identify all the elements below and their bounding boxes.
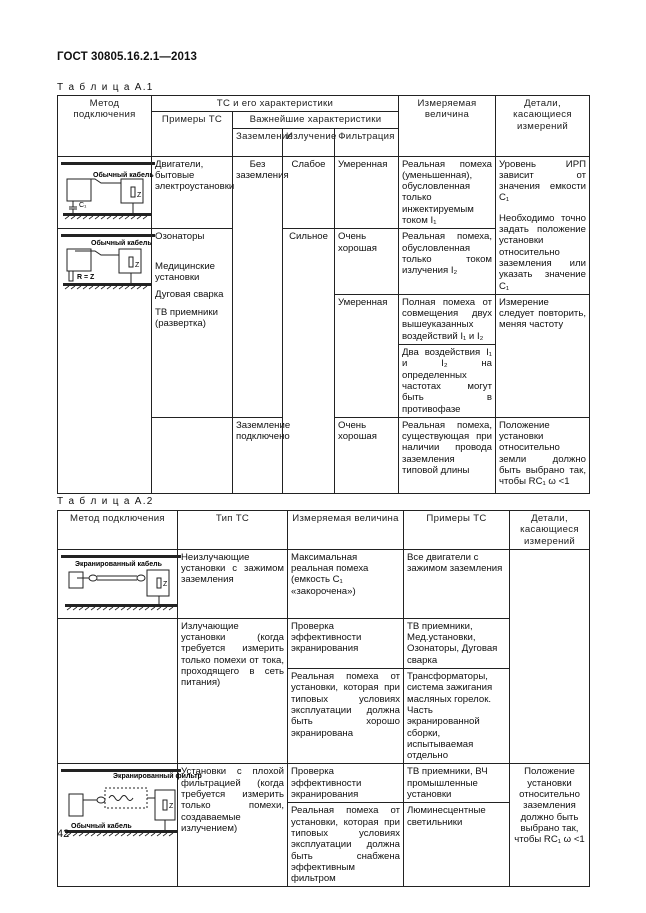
t2-diagram-empty bbox=[58, 618, 178, 764]
row2-measured-a: Реальная помеха, обусловленная только током излучения I₂ bbox=[399, 229, 496, 294]
row1-details bbox=[496, 156, 590, 294]
t2-r3-measured-b: Реальная помеха от установки, которая при типовых условиях эксплуатации должна быть снабжена эффективным фильтром bbox=[288, 803, 404, 887]
header-examples: Примеры ТС bbox=[152, 112, 233, 156]
row2-example-ozonators: Озонаторы bbox=[155, 231, 205, 243]
header-emission: Излучение bbox=[283, 128, 335, 156]
emission-strong: Сильное bbox=[283, 229, 335, 493]
row2-details-c: Измерение следует повторить, меняя частоту bbox=[496, 294, 590, 417]
t2-r1-type: Неизлучающие установки с зажимом заземления bbox=[178, 549, 288, 618]
t2-details-empty bbox=[510, 549, 590, 764]
header-filtering: Фильтрация bbox=[335, 128, 399, 156]
table-a2 bbox=[57, 510, 590, 887]
t2-r1-examples: Все двигатели с зажимом заземления bbox=[404, 549, 510, 618]
row1-details-2: Необходимо точно задать положение установки относительно заземления или указать значение C₁ bbox=[499, 212, 586, 292]
page-number: 42 bbox=[57, 828, 70, 840]
common-cable-label-3: Обычный кабель bbox=[71, 823, 132, 831]
t2-r3-examples-a: ТВ приемники, ВЧ промышленные установки bbox=[404, 764, 510, 803]
z-label-3: Z bbox=[163, 580, 168, 588]
t2-r3-measured-a: Проверка эффективности экранирования bbox=[288, 764, 404, 803]
row3-filtering: Очень хорошая bbox=[335, 417, 399, 493]
diagram-shielded-filter bbox=[58, 764, 202, 887]
header-grounding: Заземление bbox=[233, 128, 283, 156]
header-details: Детали, касающиеся измерений bbox=[496, 96, 590, 157]
row2-example-welding: Дуговая сварка bbox=[155, 289, 224, 301]
t2-r2-examples-a: ТВ приемники, Мед.установки, Озонаторы, Дуговая сварка bbox=[404, 618, 510, 668]
row2-measured-b: Полная помеха от совмещения двух вышеуказанных воздействий I₁ и I₂ bbox=[399, 294, 496, 344]
common-cable-label-2: Обычный кабель bbox=[91, 240, 152, 248]
c1-label: C₁ bbox=[79, 201, 87, 209]
header-method: Метод подключения bbox=[58, 96, 152, 157]
row2-measured-c: Два воздействия I₁ и I₂ на определенных частотах могут быть в противофазе bbox=[399, 345, 496, 418]
row1-measured: Реальная помеха (уменьшенная), обусловленная только инжектируемым током I₁ bbox=[399, 156, 496, 229]
t2-r2-measured-a: Проверка эффективности экранирования bbox=[288, 618, 404, 668]
header-ts-characteristics: ТС и его характеристики bbox=[152, 96, 399, 112]
grounding-connected: Заземление подключено bbox=[233, 417, 283, 493]
row2-example-medical: Медицинские установки bbox=[155, 260, 216, 283]
t2-r3-examples-b: Люминесцентные светильники bbox=[404, 803, 510, 887]
row1-filtering: Умеренная bbox=[335, 156, 399, 229]
t2-header-examples: Примеры ТС bbox=[404, 511, 510, 550]
z-label-2: Z bbox=[135, 262, 140, 270]
t2-header-details: Детали, касающиеся измерений bbox=[510, 511, 590, 550]
row2-filtering-good: Очень хорошая bbox=[335, 229, 399, 294]
t2-header-measured: Измеряемая величина bbox=[288, 511, 404, 550]
shielded-cable-label: Экранированный кабель bbox=[75, 560, 162, 568]
row2-filtering-moderate: Умеренная bbox=[335, 294, 399, 417]
t2-r3-details: Положение установки относительно заземления должно быть выбрано так, чтобы RC₁ ω <1 bbox=[510, 764, 590, 887]
diagram-common-cable-capacitive bbox=[58, 156, 152, 229]
table-a1 bbox=[57, 95, 590, 494]
shielded-filter-label: Экранированный фильтр bbox=[113, 773, 202, 781]
header-measured: Измеряемая величина bbox=[399, 96, 496, 157]
row3-details: Положение установки относительно земли должно быть выбрано так, чтобы RC₁ ω <1 bbox=[496, 417, 590, 493]
z-label-4: Z bbox=[169, 803, 174, 811]
t2-header-method: Метод подключения bbox=[58, 511, 178, 550]
row2-examples bbox=[152, 229, 233, 417]
row3-measured: Реальная помеха, существующая при наличии провода заземления типовой длины bbox=[399, 417, 496, 493]
r-eq-z-label: R = Z bbox=[77, 274, 95, 282]
document-header: ГОСТ 30805.16.2.1—2013 bbox=[57, 51, 197, 63]
row1-examples: Двигатели, бытовые электроустановки bbox=[152, 156, 233, 229]
diagram-shielded-cable bbox=[58, 549, 178, 618]
t2-r1-measured: Максимальная реальная помеха (емкость C₁ «закорочена») bbox=[288, 549, 404, 618]
header-important: Важнейшие характеристики bbox=[233, 112, 399, 128]
t2-header-type: Тип ТС bbox=[178, 511, 288, 550]
grounding-none: Без заземления bbox=[233, 156, 283, 417]
table-a2-caption: Т а б л и ц а А.2 bbox=[57, 496, 154, 507]
t2-r2-type: Излучающие установки (когда требуется измерить только помехи от тока, проходящего в сеть питания) bbox=[178, 618, 288, 764]
row1-emission: Слабое bbox=[283, 156, 335, 229]
diagram-common-cable-resistive bbox=[58, 229, 152, 493]
z-label: Z bbox=[137, 191, 142, 199]
table-a1-caption: Т а б л и ц а А.1 bbox=[57, 82, 154, 93]
row1-details-1: Уровень ИРП зависит от значения емкости C₁ bbox=[499, 158, 586, 204]
t2-r3-type: Установки с плохой фильтрацией (когда требуется измерить только помехи, создаваемые излучением) bbox=[178, 764, 288, 887]
row2-example-tv: ТВ приемники (развертка) bbox=[155, 306, 218, 329]
common-cable-label: Обычный кабель bbox=[93, 171, 154, 179]
row3-examples-empty bbox=[152, 417, 233, 493]
t2-r2-examples-b: Трансформаторы, система зажигания масляных горелок. Часть экранированной сборки, испытываемая отдельно bbox=[404, 669, 510, 764]
t2-r2-measured-b: Реальная помеха от установки, которая при типовых условиях эксплуатации должна быть хорошо экранирована bbox=[288, 669, 404, 764]
